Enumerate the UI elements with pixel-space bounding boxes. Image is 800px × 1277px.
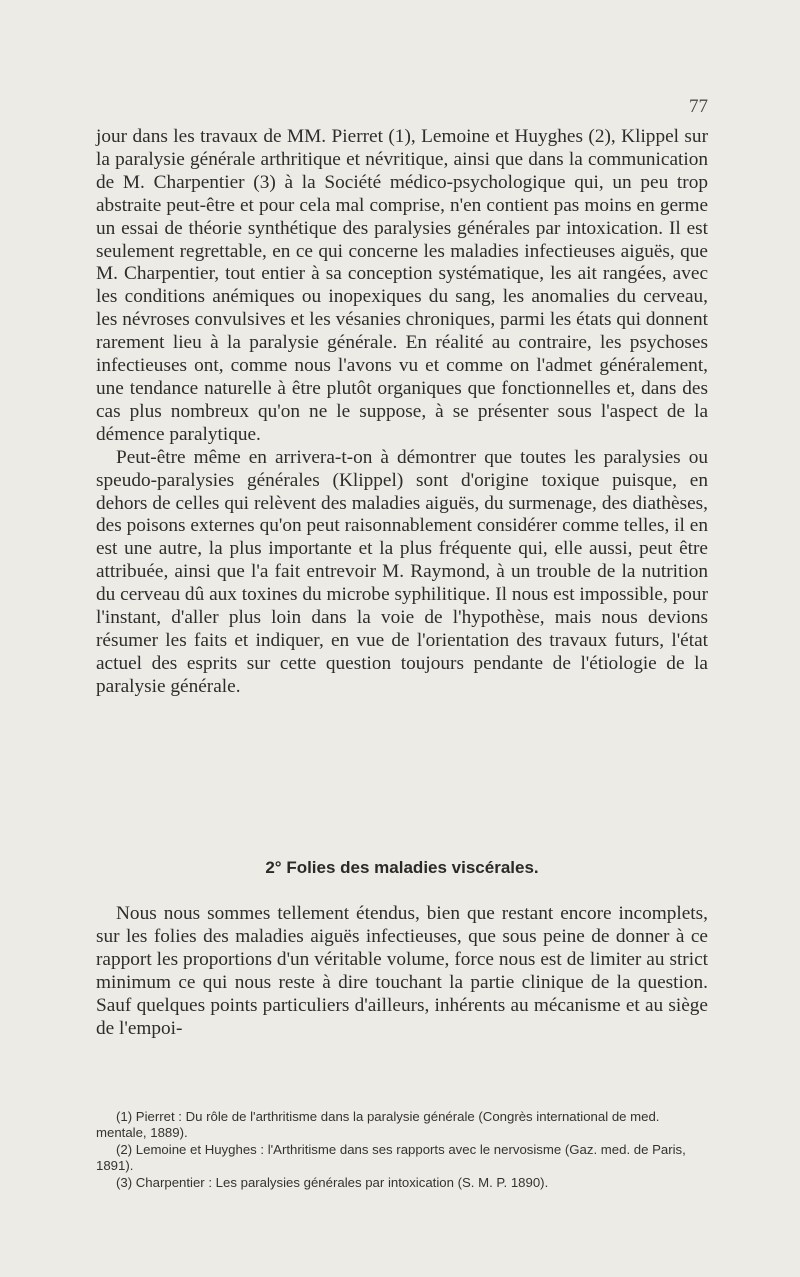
paragraph: jour dans les travaux de MM. Pierret (1), Lemoine et Huyghes (2), Klippel sur la paralysie générale arthritique et névritique, ainsi que dans la communication de M. Charpentier (3) à la Société médico-psychologique qui, un peu trop abstraite peut-être et pour cela mal comprise, n'en contient pas moins en germe un essai de théorie synthétique des paralysies générales par intoxication. Il est seulement regrettable, en ce qui concerne les maladies infectieuses aiguës, que M. Charpentier, tout entier à sa conception systématique, les ait rangées, avec les conditions anémiques ou inopexiques du sang, les anomalies du cerveau, les névroses convulsives et les vésanies chroniques, parmi les états qui donnent rarement lieu à la paralysie générale. En réalité au contraire, les psychoses infectieuses ont, comme nous l'avons vu et comme on l'admet généralement, une tendance naturelle à être plutôt organiques que fonctionnelles et, dans des cas plus nombreux qu'on ne le suppose, à se présenter sous l'aspect de la démence paralytique. — [96, 126, 708, 445]
page-number: 77 — [689, 96, 708, 117]
footnote: (1) Pierret : Du rôle de l'arthritisme dans la paralysie générale (Congrès international de med. mentale, 1889). — [96, 1109, 660, 1141]
section-heading: 2° Folies des maladies viscérales. — [265, 858, 539, 877]
paragraph: Peut-être même en arrivera-t-on à démontrer que toutes les paralysies ou speudo-paralysies générales (Klippel) sont d'origine toxique puisque, en dehors de celles qui relèvent des maladies aiguës, du surmenage, des diathèses, des poisons externes qu'on peut raisonnablement considérer comme telles, il en est une autre, la plus importante et la plus fréquente qui, elle aussi, peut être attribuée, ainsi que l'a fait entrevoir M. Raymond, à un trouble de la nutrition du cerveau dû aux toxines du microbe syphilitique. Il nous est impossible, pour l'instant, d'aller plus loin dans la voie de l'hypothèse, mais nous devions résumer les faits et indiquer, en vue de l'orientation des travaux futurs, l'état actuel des esprits sur cette question toujours pendante de l'étiologie de la paralysie générale. — [96, 446, 708, 697]
paragraph: Nous nous sommes tellement étendus, bien que restant encore incomplets, sur les folies des maladies aiguës infectieuses, que sous peine de donner à ce rapport les proportions d'un véritable volume, force nous est de limiter au strict minimum ce qui nous reste à dire touchant la partie clinique de la question. Sauf quelques points particuliers d'ailleurs, inhérents au mécanisme et au siège de l'empoi- — [96, 903, 708, 1039]
body-text — [96, 126, 708, 699]
footnote: (3) Charpentier : Les paralysies générales par intoxication (S. M. P. 1890). — [116, 1174, 549, 1190]
section-text — [96, 903, 708, 1040]
footnote: (2) Lemoine et Huyghes : l'Arthritisme dans ses rapports avec le nervosisme (Gaz. med. de Paris, 1891). — [96, 1141, 686, 1174]
footnotes — [96, 1109, 708, 1191]
